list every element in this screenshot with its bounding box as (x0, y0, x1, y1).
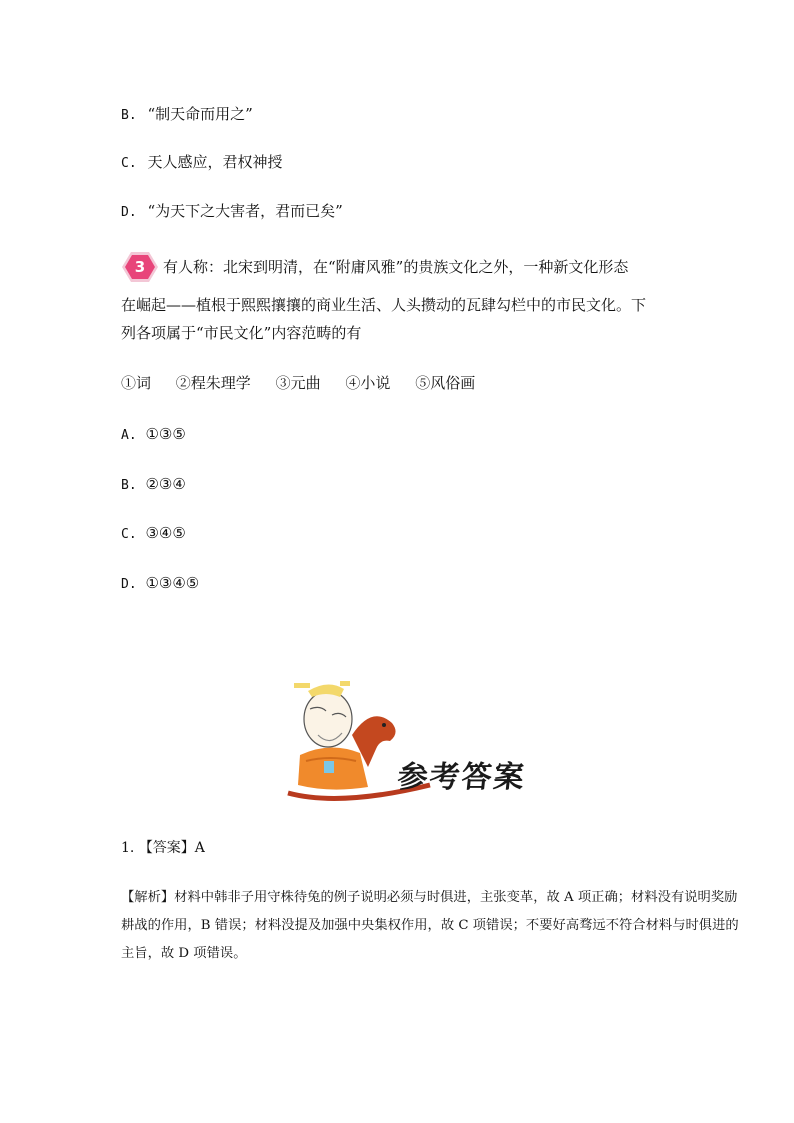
item-1: ①词 (121, 374, 152, 392)
option-text: ②③④ (145, 475, 186, 493)
option-letter: C. (121, 527, 137, 542)
analysis-paragraph (121, 884, 739, 968)
option-letter: A. (121, 428, 137, 443)
item-5: ⑤风俗画 (415, 374, 476, 392)
option-text: “制天命而用之” (147, 105, 253, 123)
question-number-badge (121, 250, 159, 284)
question-number: 3 (134, 258, 146, 276)
analysis-line: 耕战的作用，B 错误；材料没提及加强中央集权作用，故 C 项错误；不要好高骛远不符合材料与时俱进的 (121, 918, 739, 933)
option-text: ③④⑤ (145, 524, 186, 542)
option-text: “为天下之大害者，君而已矣” (147, 202, 343, 220)
option-b (121, 473, 186, 497)
item-list (121, 372, 475, 394)
option-text: ①③④⑤ (145, 574, 200, 592)
option-a (121, 423, 186, 447)
option-letter: B. (121, 478, 137, 493)
question-stem-line2: 在崛起——植根于熙熙攘攘的商业生活、人头攒动的瓦肆勾栏中的市民文化。下 (121, 296, 647, 314)
answer-section-title: 参考答案 (395, 760, 528, 795)
option-d-prev (121, 200, 343, 224)
question-stem-line1: 有人称：北宋到明清，在“附庸风雅”的贵族文化之外，一种新文化形态 (163, 258, 629, 276)
item-3: ③元曲 (275, 374, 321, 392)
option-letter: D. (121, 205, 137, 220)
option-text: ①③⑤ (145, 425, 186, 443)
option-c (121, 522, 186, 546)
option-c-prev (121, 151, 282, 175)
question-stem-line3: 列各项属于“市民文化”内容范畴的有 (121, 324, 362, 342)
item-2: ②程朱理学 (175, 374, 251, 392)
option-letter: B. (121, 108, 137, 123)
option-d (121, 572, 199, 596)
analysis-line: 【解析】材料中韩非子用守株待兔的例子说明必须与时俱进，主张变革，故 A 项正确；材料没有说明奖励 (121, 890, 738, 905)
item-4: ④小说 (345, 374, 391, 392)
answer-1-label: 1. 【答案】A (121, 840, 205, 856)
option-letter: D. (121, 577, 137, 592)
option-b-prev (121, 103, 253, 127)
option-text: 天人感应，君权神授 (147, 153, 283, 171)
option-letter: C. (121, 156, 137, 171)
analysis-line: 主旨，故 D 项错误。 (121, 946, 247, 961)
